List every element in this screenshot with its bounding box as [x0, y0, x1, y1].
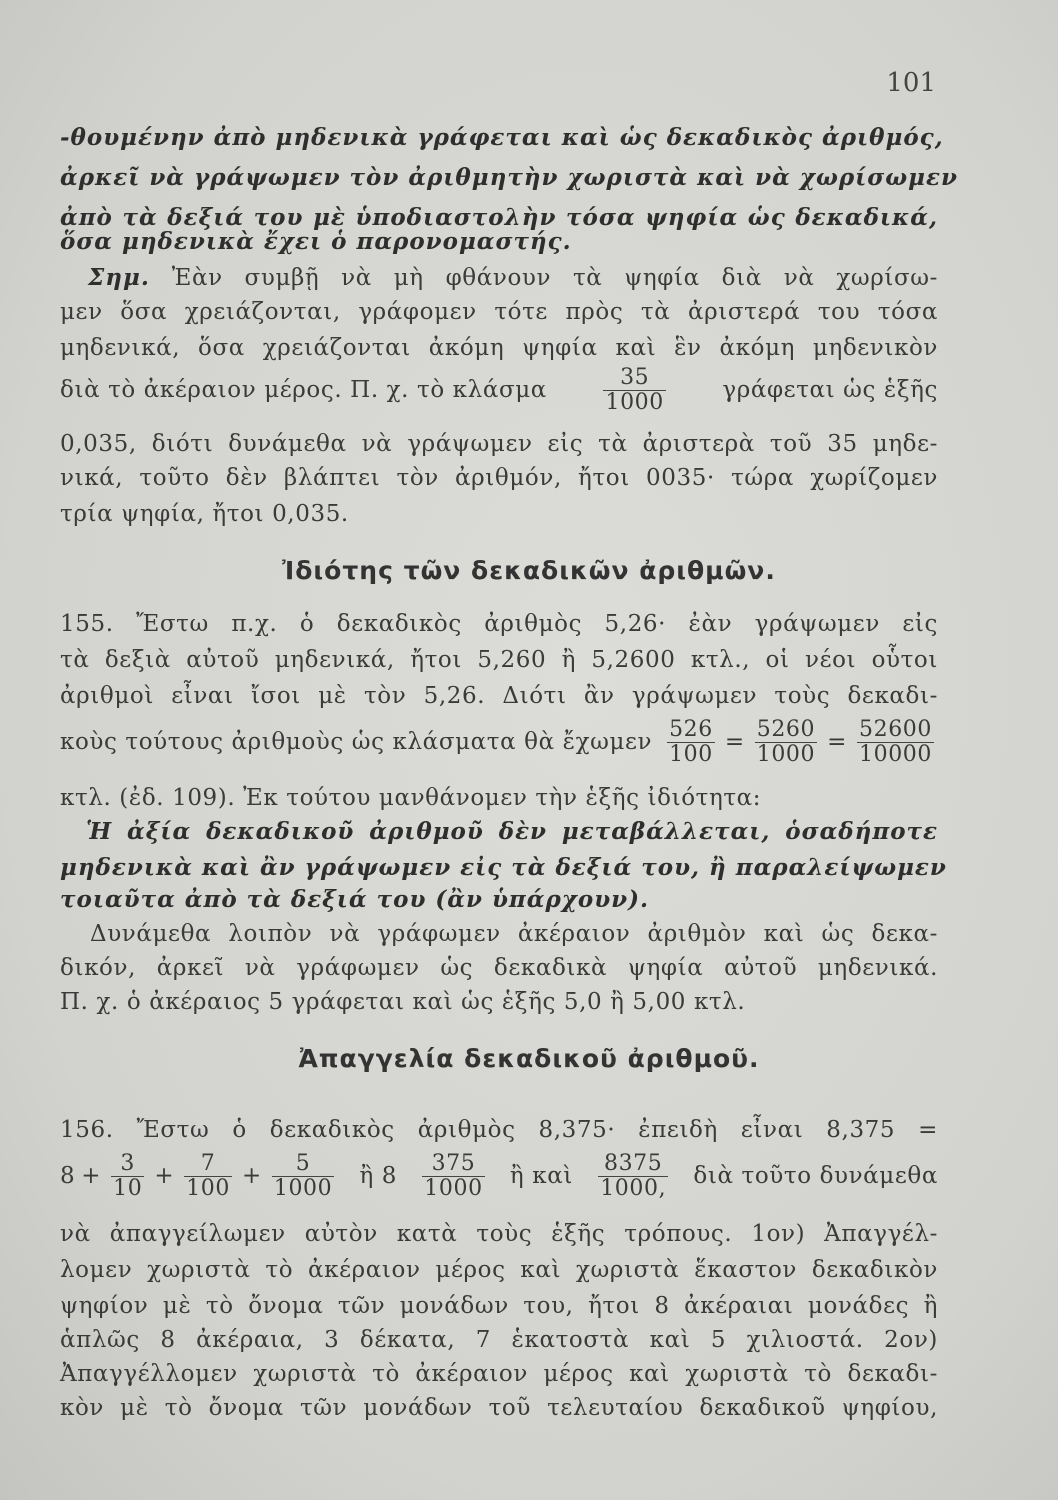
- fraction-denominator: 10: [113, 1175, 143, 1201]
- rule-line: μηδενικὰ καὶ ἂν γράψωμεν εἰς τὰ δεξιά του, ἢ παραλείψωμεν: [60, 854, 947, 881]
- note-line: νικά, τοῦτο δὲν βλάπτει τὸν ἀριθμόν, ἤτοι 0035· τώρα χωρίζομεν: [60, 465, 938, 491]
- fraction-denominator: 1000: [756, 741, 816, 767]
- section-heading: Ἀπαγγελία δεκαδικοῦ ἀριθμοῦ.: [298, 1044, 760, 1073]
- fraction-denominator: 1000: [273, 1175, 333, 1201]
- fraction-denominator: 10000: [859, 741, 932, 767]
- note-text: γράφεται ὡς ἑξῆς: [722, 377, 938, 403]
- equation-line: [60, 1144, 938, 1208]
- text-line: νὰ ἀπαγγείλωμεν αὐτὸν κατὰ τοὺς ἑξῆς τρόπους. 1ον) Ἀπαγγέλ-: [60, 1221, 938, 1247]
- text-line: δικόν, ἀρκεῖ νὰ γράφωμεν ὡς δεκαδικὰ ψηφία αὐτοῦ μηδενικά.: [60, 955, 938, 981]
- section-heading: Ἰδιότης τῶν δεκαδικῶν ἀριθμῶν.: [282, 556, 776, 585]
- fraction-numerator: 5260: [756, 716, 816, 742]
- fraction-numerator: 7: [200, 1150, 216, 1176]
- plus-sign: +: [154, 1163, 175, 1189]
- text-line: ἀρκεῖ νὰ γράψωμεν τὸν ἀριθμητὴν χωριστὰ καὶ νὰ χωρίσωμεν: [60, 164, 958, 191]
- text-line: -θουμένην ἀπὸ μηδενικὰ γράφεται καὶ ὡς δεκαδικὸς ἀριθμός,: [60, 124, 944, 151]
- fraction-denominator: 1000: [424, 1175, 483, 1201]
- text-line: κὸν μὲ τὸ ὄνομα τῶν μονάδων τοῦ τελευταίου δεκαδικοῦ ψηφίου,: [60, 1395, 938, 1421]
- text-line: 156. Ἔστω ὁ δεκαδικὸς ἀριθμὸς 8,375· ἐπειδὴ εἶναι 8,375 =: [60, 1117, 938, 1143]
- fraction: [422, 1152, 484, 1201]
- text-line: Δυνάμεθα λοιπὸν νὰ γράφωμεν ἀκέραιον ἀριθμὸν καὶ ὡς δεκα-: [90, 921, 938, 947]
- fraction-denominator: 100: [186, 1175, 230, 1201]
- fraction-numerator: 526: [669, 716, 713, 742]
- fraction-numerator: 52600: [859, 716, 932, 742]
- text-line: ψηφίον μὲ τὸ ὄνομα τῶν μονάδων του, ἤτοι 8 ἀκέραιαι μονάδες ἢ: [60, 1293, 938, 1319]
- text-segment: διὰ τοῦτο δυνάμεθα: [693, 1163, 938, 1189]
- fraction-equation: [663, 718, 938, 767]
- text-line: ἀπὸ τὰ δεξιά του μὲ ὑποδιαστολὴν τόσα ψηφία ὡς δεκαδικά,: [60, 204, 938, 231]
- note-text: Ἐὰν συμβῇ νὰ μὴ φθάνουν τὰ ψηφία διὰ νὰ χωρίσω-: [171, 265, 939, 291]
- note-fraction-line: [60, 362, 938, 418]
- text-line: Π. χ. ὁ ἀκέραιος 5 γράφεται καὶ ὡς ἑξῆς 5,0 ἢ 5,00 κτλ.: [60, 989, 746, 1015]
- fraction: [184, 1152, 232, 1201]
- fraction: [111, 1152, 144, 1201]
- plus-sign: +: [81, 1163, 102, 1189]
- note-line: μεν ὅσα χρειάζονται, γράφομεν τότε πρὸς τὰ ἀριστερά του τόσα: [60, 299, 938, 325]
- equals-sign: =: [724, 729, 745, 755]
- fraction: [272, 1152, 334, 1201]
- text-line: 155. Ἔστω π.χ. ὁ δεκαδικὸς ἀριθμὸς 5,26· ἐὰν γράψωμεν εἰς: [60, 611, 938, 637]
- text-line: ὅσα μηδενικὰ ἔχει ὁ παρονομαστής.: [60, 228, 572, 255]
- fraction: [857, 718, 934, 767]
- fraction: [755, 718, 817, 767]
- text-segment: κοὺς τούτους ἀριθμοὺς ὡς κλάσματα θὰ ἔχωμεν: [60, 729, 653, 755]
- text-segment: ἢ καὶ: [509, 1163, 573, 1189]
- page-number: 101: [886, 68, 936, 98]
- fraction-denominator: 100: [669, 741, 713, 767]
- fraction-numerator: 375: [431, 1150, 476, 1176]
- note-line: τρία ψηφία, ἤτοι 0,035.: [60, 501, 349, 527]
- text-line: ἀριθμοὶ εἶναι ἴσοι μὲ τὸν 5,26. Διότι ἂν γράψωμεν τοὺς δεκαδι-: [60, 683, 938, 709]
- text-line: Ἀπαγγέλλομεν χωριστὰ τὸ ἀκέραιον μέρος καὶ χωριστὰ τὸ δεκαδι-: [60, 1361, 938, 1387]
- note-line: μηδενικά, ὅσα χρειάζονται ἀκόμη ψηφία καὶ ἓν ἀκόμη μηδενικὸν: [60, 335, 938, 361]
- text-line: λομεν χωριστὰ τὸ ἀκέραιον μέρος καὶ χωριστὰ ἕκαστον δεκαδικὸν: [60, 1257, 938, 1283]
- fraction-denominator: 1000,: [600, 1175, 667, 1201]
- fraction-sum: [60, 1152, 338, 1201]
- fraction: [603, 366, 665, 415]
- plus-sign: +: [241, 1163, 262, 1189]
- integer-part: 8: [60, 1163, 76, 1189]
- equation-line: [60, 712, 938, 772]
- rule-line: τοιαῦτα ἀπὸ τὰ δεξιά του (ἂν ὑπάρχουν).: [60, 886, 650, 913]
- rule-line: Ἡ ἀξία δεκαδικοῦ ἀριθμοῦ δὲν μεταβάλλεται, ὁσαδήποτε: [86, 818, 938, 845]
- note-label: Σημ.: [88, 264, 150, 291]
- fraction-numerator: 8375: [603, 1150, 663, 1176]
- text-line: ἁπλῶς 8 ἀκέραια, 3 δέκατα, 7 ἑκατοστὰ καὶ 5 χιλιοστά. 2ον): [60, 1327, 938, 1353]
- fraction: [667, 718, 715, 767]
- fraction-numerator: 3: [120, 1150, 136, 1176]
- text-segment: ἢ 8: [359, 1163, 398, 1189]
- fraction-numerator: 35: [620, 364, 650, 390]
- note-line: 0,035, διότι δυνάμεθα νὰ γράψωμεν εἰς τὰ ἀριστερὰ τοῦ 35 μηδε-: [60, 431, 938, 457]
- text-line: τὰ δεξιὰ αὐτοῦ μηδενικά, ἤτοι 5,260 ἢ 5,2600 κτλ., οἱ νέοι οὗτοι: [60, 647, 938, 673]
- fraction-numerator: 5: [295, 1150, 311, 1176]
- fraction-denominator: 1000: [605, 389, 664, 415]
- text-line: κτλ. (ἐδ. 109). Ἐκ τούτου μανθάνομεν τὴν ἑξῆς ἰδιότητα:: [60, 785, 762, 811]
- note-text: διὰ τὸ ἀκέραιον μέρος. Π. χ. τὸ κλάσμα: [60, 377, 547, 403]
- equals-sign: =: [827, 729, 847, 755]
- fraction: [598, 1152, 668, 1201]
